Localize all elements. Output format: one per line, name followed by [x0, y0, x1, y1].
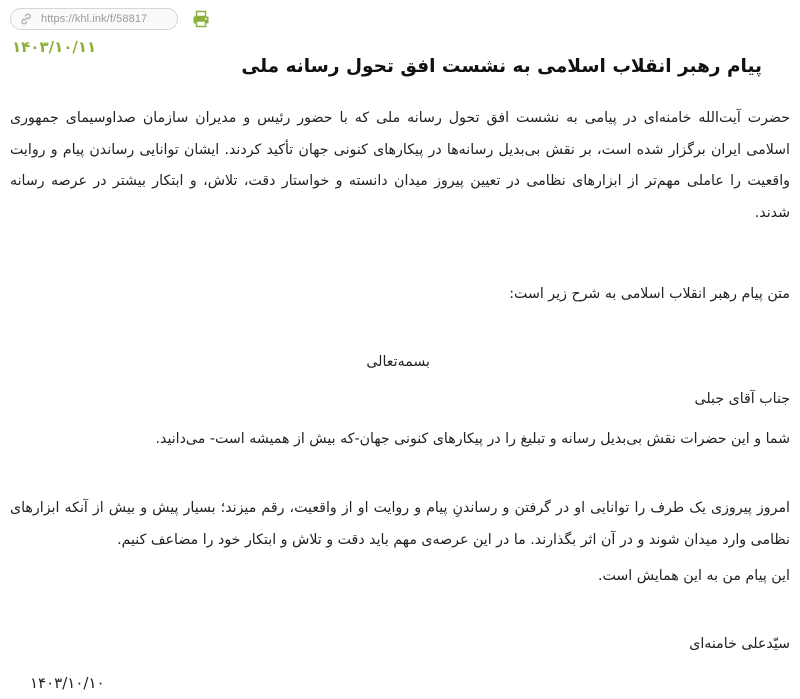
- publish-date: ۱۴۰۳/۱۰/۱۱: [12, 38, 97, 56]
- message-paragraph-2: امروز پیروزی یک طرف را توانایی او در گرفتن و رساندنِ پیام و روایت او از واقعیت، رقم میزند؛ بسیار پیش و بیش از آنکه ابزارهای نظامی وارد میدان شوند و در آن اثر بگذارند. ما در این عرصه‌ی مهم باید دقت و تلاش و ابتکار خود را مضاعف کنیم.: [10, 500, 790, 548]
- intro-line: متن پیام رهبر انقلاب اسلامی به شرح زیر است:: [509, 286, 790, 302]
- short-link-url: https://khl.ink/f/58817: [41, 13, 148, 25]
- message-paragraph-1: شما و این حضرات نقش بی‌بدیل رسانه و تبلیغ را در پیکارهای کنونی جهان-که بیش از همیشه است- می‌دانید.: [155, 431, 790, 447]
- short-link-field[interactable]: [10, 8, 178, 30]
- page-title: پیام رهبر انقلاب اسلامی به نشست افق تحول رسانه ملی: [241, 56, 762, 77]
- toolbar: [10, 8, 210, 32]
- basmala: بسمه‌تعالی: [366, 354, 430, 370]
- printer-icon[interactable]: [192, 10, 210, 28]
- signature: سیّدعلی خامنه‌ای: [689, 636, 790, 652]
- link-icon: [19, 12, 33, 26]
- lead-paragraph: حضرت آیت‌الله خامنه‌ای در پیامی به نشست افق تحول رسانه ملی که با حضور رئیس و مدیران سازمان صداوسیمای جمهوری اسلامی ایران برگزار شده است، بر نقش بی‌بدیل رسانه‌ها در پیکارهای کنونی جهان تأکید کردند. ایشان توانایی رساندن پیام و روایت واقعیت را عاملی مهم‌تر از ابزارهای نظامی در تعیین پیروز میدان دانسته و خواستار دقت، تلاش، و ابتکار بیشتر در عرصه رسانه شدند.: [10, 110, 790, 221]
- message-paragraph-3: این پیام من به این همایش است.: [597, 568, 790, 584]
- addressee: جناب آقای جبلی: [694, 391, 790, 407]
- message-date: ۱۴۰۳/۱۰/۱۰: [30, 674, 105, 692]
